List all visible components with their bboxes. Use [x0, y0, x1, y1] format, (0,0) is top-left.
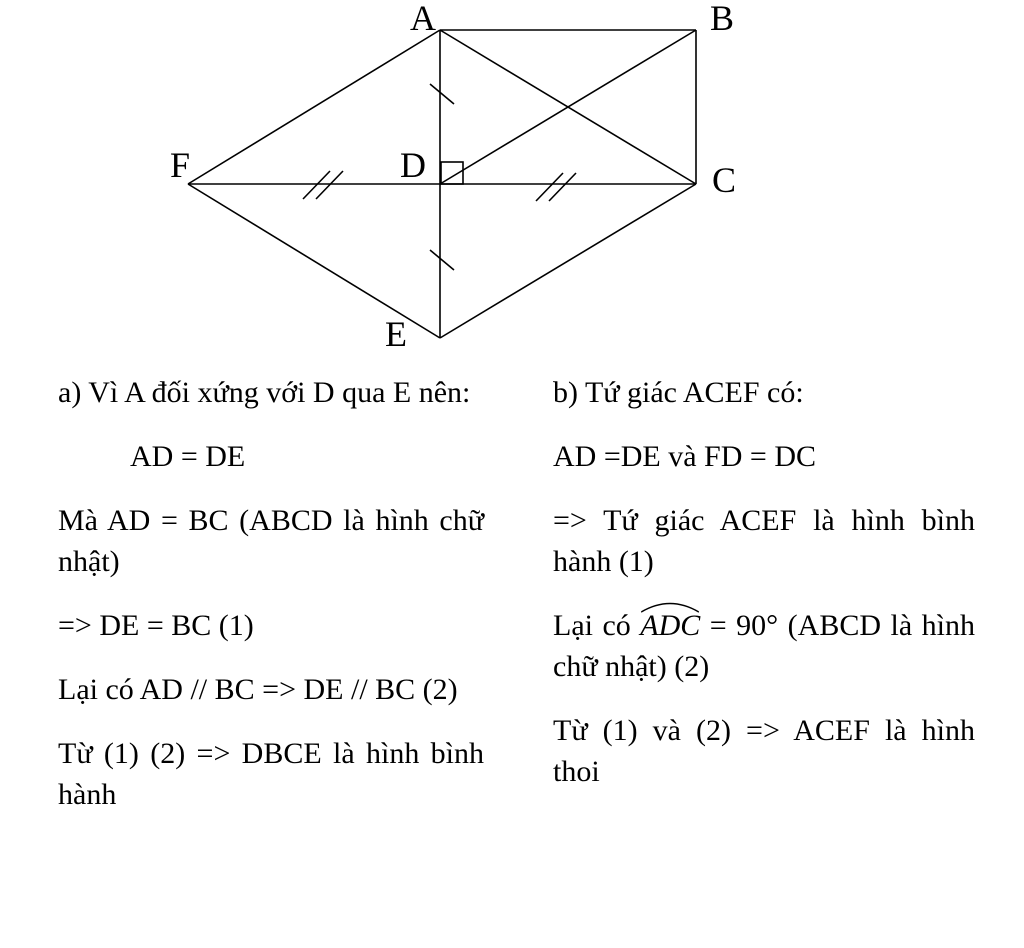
- tick-fd-1: [303, 171, 330, 199]
- tick-dc-1: [536, 173, 563, 201]
- angle-adc: [640, 605, 700, 646]
- solution-part-a: [58, 372, 484, 838]
- part-a-line-4: => DE = BC (1): [58, 609, 254, 642]
- label-point-f: F: [170, 145, 191, 185]
- label-point-b: B: [710, 0, 735, 38]
- part-b-line-1: b) Tứ giác ACEF có:: [553, 376, 804, 409]
- solution-part-b: [553, 372, 975, 815]
- part-b-line-4-suffix: = 90° (ABCD là hình chữ nhật) (2): [553, 609, 975, 683]
- part-a-line-6: Từ (1) (2) => DBCE là hình bình hành: [58, 737, 484, 811]
- part-a-line-3: Mà AD = BC (ABCD là hình chữ nhật): [58, 504, 484, 578]
- tick-fd-2: [316, 171, 343, 199]
- label-point-d: D: [400, 145, 426, 185]
- part-b-line-5: Từ (1) và (2) => ACEF là hình thoi: [553, 714, 975, 788]
- label-point-c: C: [712, 160, 737, 200]
- segment-ec: [440, 184, 696, 338]
- part-b-line-4: [553, 605, 975, 687]
- part-b-line-3: => Tứ giác ACEF là hình bình hành (1): [553, 504, 975, 578]
- tick-dc-2: [549, 173, 576, 201]
- angle-arc-icon: [640, 599, 700, 613]
- part-b-line-4-prefix: Lại có: [553, 609, 641, 642]
- part-a-line-2: AD = DE: [130, 440, 246, 473]
- angle-adc-label: ADC: [640, 609, 701, 642]
- label-point-a: A: [410, 0, 436, 38]
- geometry-figure: [0, 0, 1024, 360]
- part-b-line-2: AD =DE và FD = DC: [553, 440, 816, 473]
- tick-de: [430, 250, 454, 270]
- part-a-line-5: Lại có AD // BC => DE // BC (2): [58, 673, 458, 706]
- label-point-e: E: [385, 314, 407, 354]
- tick-ad: [430, 84, 454, 104]
- part-a-line-1: a) Vì A đối xứng với D qua E nên:: [58, 376, 471, 409]
